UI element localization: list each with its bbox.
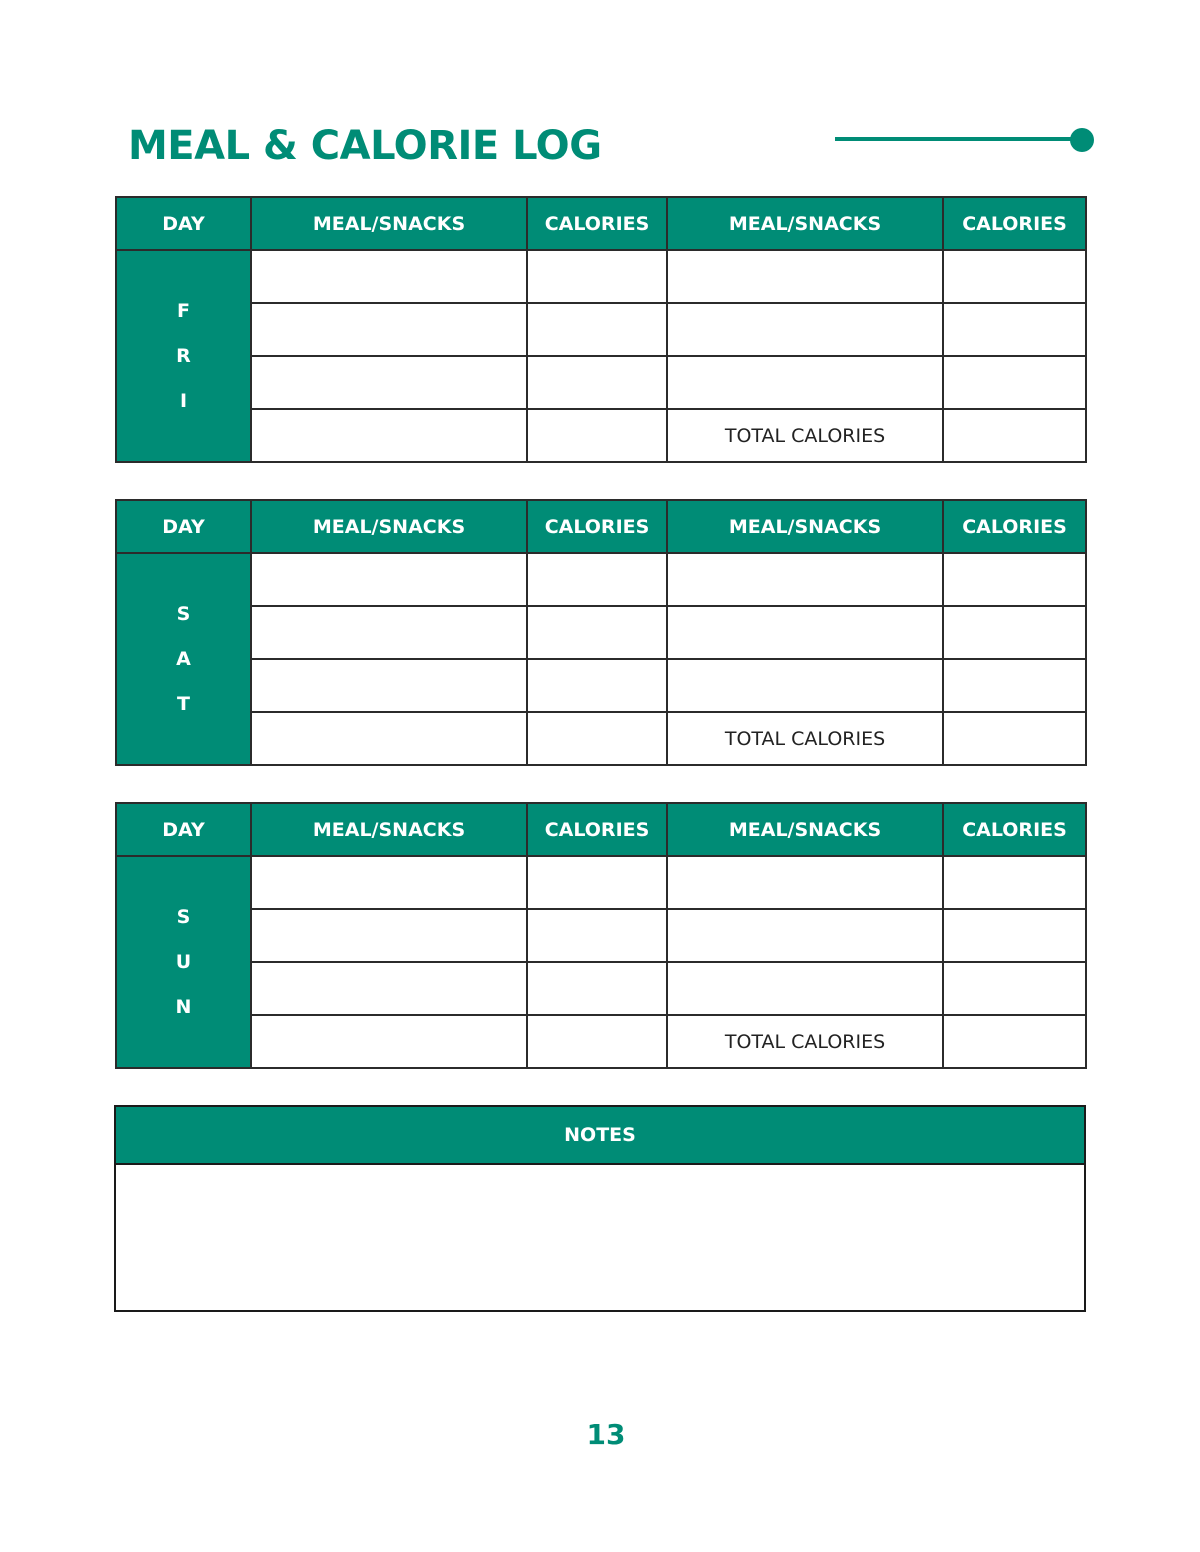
day-letter: A [176, 647, 191, 670]
table-header-row [116, 500, 1086, 553]
table-row [116, 606, 1086, 659]
calories-entry-cell[interactable] [527, 659, 667, 712]
calories-entry-cell[interactable] [527, 909, 667, 962]
table-row [116, 856, 1086, 909]
header-meal-snacks: MEAL/SNACKS [251, 197, 527, 250]
meal-entry-cell[interactable] [251, 712, 527, 765]
header-calories: CALORIES [527, 803, 667, 856]
calories-entry-cell[interactable] [943, 856, 1086, 909]
meal-entry-cell[interactable] [251, 553, 527, 606]
meal-entry-cell[interactable] [667, 909, 943, 962]
calories-entry-cell[interactable] [943, 303, 1086, 356]
calories-entry-cell[interactable] [527, 250, 667, 303]
calories-entry-cell[interactable] [527, 356, 667, 409]
calories-entry-cell[interactable] [527, 553, 667, 606]
meal-entry-cell[interactable] [667, 962, 943, 1015]
calories-entry-cell[interactable] [527, 962, 667, 1015]
calories-entry-cell[interactable] [527, 409, 667, 462]
meal-entry-cell[interactable] [667, 606, 943, 659]
calories-entry-cell[interactable] [943, 659, 1086, 712]
meal-entry-cell[interactable] [251, 909, 527, 962]
meal-entry-cell[interactable] [251, 856, 527, 909]
meal-entry-cell[interactable] [251, 356, 527, 409]
day-label [116, 553, 251, 765]
meal-entry-cell[interactable] [667, 856, 943, 909]
meal-entry-cell[interactable] [251, 1015, 527, 1068]
header-meal-snacks: MEAL/SNACKS [667, 500, 943, 553]
day-letter: R [176, 344, 191, 367]
header-meal-snacks: MEAL/SNACKS [667, 803, 943, 856]
calories-entry-cell[interactable] [527, 712, 667, 765]
calories-entry-cell[interactable] [943, 962, 1086, 1015]
page-title: MEAL & CALORIE LOG [128, 123, 602, 169]
title-decor-dot [1070, 128, 1094, 152]
day-letter: S [176, 905, 191, 928]
meal-entry-cell[interactable] [251, 606, 527, 659]
table-header-row [116, 803, 1086, 856]
meal-entry-cell[interactable] [251, 962, 527, 1015]
header-meal-snacks: MEAL/SNACKS [251, 803, 527, 856]
meal-entry-cell[interactable] [667, 303, 943, 356]
total-calories-cell[interactable] [943, 409, 1086, 462]
table-row [116, 303, 1086, 356]
header-calories: CALORIES [943, 197, 1086, 250]
calories-entry-cell[interactable] [943, 356, 1086, 409]
table-row [116, 409, 1086, 462]
day-letter: U [175, 950, 192, 973]
total-calories-cell[interactable] [943, 1015, 1086, 1068]
table-row [116, 356, 1086, 409]
table-row [116, 712, 1086, 765]
calories-entry-cell[interactable] [527, 303, 667, 356]
day-letter: S [176, 602, 191, 625]
table-row [116, 962, 1086, 1015]
meal-entry-cell[interactable] [667, 356, 943, 409]
page-number: 13 [586, 1418, 626, 1451]
table-header-row [116, 197, 1086, 250]
day-table-sat [115, 499, 1087, 766]
header-meal-snacks: MEAL/SNACKS [251, 500, 527, 553]
calories-entry-cell[interactable] [943, 553, 1086, 606]
meal-entry-cell[interactable] [251, 250, 527, 303]
meal-entry-cell[interactable] [251, 409, 527, 462]
notes-section [114, 1105, 1086, 1312]
day-table-sun [115, 802, 1087, 1069]
calories-entry-cell[interactable] [527, 1015, 667, 1068]
calories-entry-cell[interactable] [943, 606, 1086, 659]
meal-entry-cell[interactable] [251, 303, 527, 356]
header-calories: CALORIES [527, 197, 667, 250]
day-label [116, 250, 251, 462]
header-meal-snacks: MEAL/SNACKS [667, 197, 943, 250]
table-row [116, 909, 1086, 962]
calories-entry-cell[interactable] [943, 250, 1086, 303]
total-calories-label: TOTAL CALORIES [667, 712, 943, 765]
notes-header: NOTES [116, 1107, 1084, 1165]
total-calories-label: TOTAL CALORIES [667, 409, 943, 462]
day-letter: F [177, 299, 190, 322]
header-calories: CALORIES [527, 500, 667, 553]
day-label [116, 856, 251, 1068]
total-calories-label: TOTAL CALORIES [667, 1015, 943, 1068]
title-decor-line [835, 137, 1075, 141]
header-calories: CALORIES [943, 500, 1086, 553]
calories-entry-cell[interactable] [943, 909, 1086, 962]
day-letter: N [175, 995, 192, 1018]
table-row [116, 250, 1086, 303]
notes-area[interactable] [116, 1165, 1084, 1310]
calories-entry-cell[interactable] [527, 606, 667, 659]
day-table-fri [115, 196, 1087, 463]
header-day: DAY [116, 803, 251, 856]
header-calories: CALORIES [943, 803, 1086, 856]
day-letter: I [179, 389, 188, 412]
table-row [116, 1015, 1086, 1068]
day-letter: T [177, 692, 190, 715]
meal-entry-cell[interactable] [251, 659, 527, 712]
table-row [116, 553, 1086, 606]
calories-entry-cell[interactable] [527, 856, 667, 909]
meal-entry-cell[interactable] [667, 553, 943, 606]
total-calories-cell[interactable] [943, 712, 1086, 765]
header-day: DAY [116, 500, 251, 553]
meal-entry-cell[interactable] [667, 659, 943, 712]
meal-entry-cell[interactable] [667, 250, 943, 303]
table-row [116, 659, 1086, 712]
header-day: DAY [116, 197, 251, 250]
